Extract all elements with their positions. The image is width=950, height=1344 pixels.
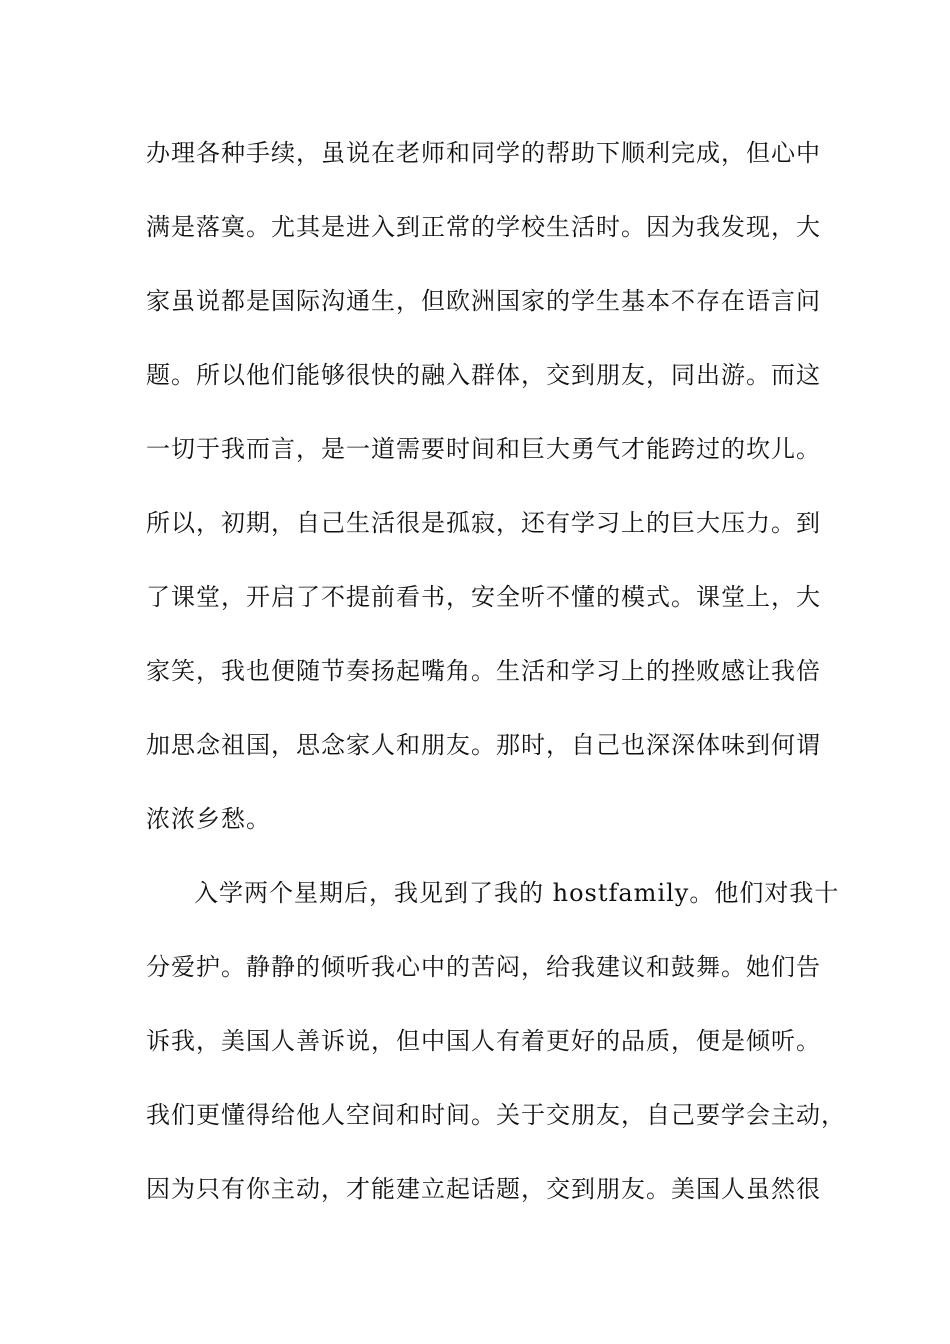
text-line: 诉我，美国人善诉说，但中国人有着更好的品质，便是倾听。: [146, 1027, 821, 1055]
text-line: 因为只有你主动，才能建立起话题，交到朋友。美国人虽然很: [146, 1175, 821, 1203]
text-line: 家笑，我也便随节奏扬起嘴角。生活和学习上的挫败感让我倍: [146, 657, 821, 685]
text-line: 题。所以他们能够很快的融入群体，交到朋友，同出游。而这: [146, 361, 821, 389]
text-line: 所以，初期，自己生活很是孤寂，还有学习上的巨大压力。到: [146, 509, 821, 537]
paragraph-2: [146, 868, 846, 1238]
text-line: 加思念祖国，思念家人和朋友。那时，自己也深深体味到何谓: [146, 731, 821, 759]
text-line-indented: 入学两个星期后，我见到了我的 hostfamily。他们对我十: [194, 879, 840, 907]
body-text: [146, 128, 846, 1238]
text-line: 家虽说都是国际沟通生，但欧洲国家的学生基本不存在语言问: [146, 287, 821, 315]
text-line: 我们更懂得给他人空间和时间。关于交朋友，自己要学会主动，: [146, 1101, 846, 1129]
paragraph-1: [146, 128, 826, 868]
text-line: 分爱护。静静的倾听我心中的苦闷，给我建议和鼓舞。她们告: [146, 953, 821, 981]
text-line: 一切于我而言，是一道需要时间和巨大勇气才能跨过的坎儿。: [146, 435, 821, 463]
text-line: 满是落寞。尤其是进入到正常的学校生活时。因为我发现，大: [146, 213, 821, 241]
text-line: 了课堂，开启了不提前看书，安全听不懂的模式。课堂上，大: [146, 583, 821, 611]
text-line: 浓浓乡愁。: [146, 805, 271, 833]
text-line: 办理各种手续，虽说在老师和同学的帮助下顺利完成，但心中: [146, 139, 821, 167]
